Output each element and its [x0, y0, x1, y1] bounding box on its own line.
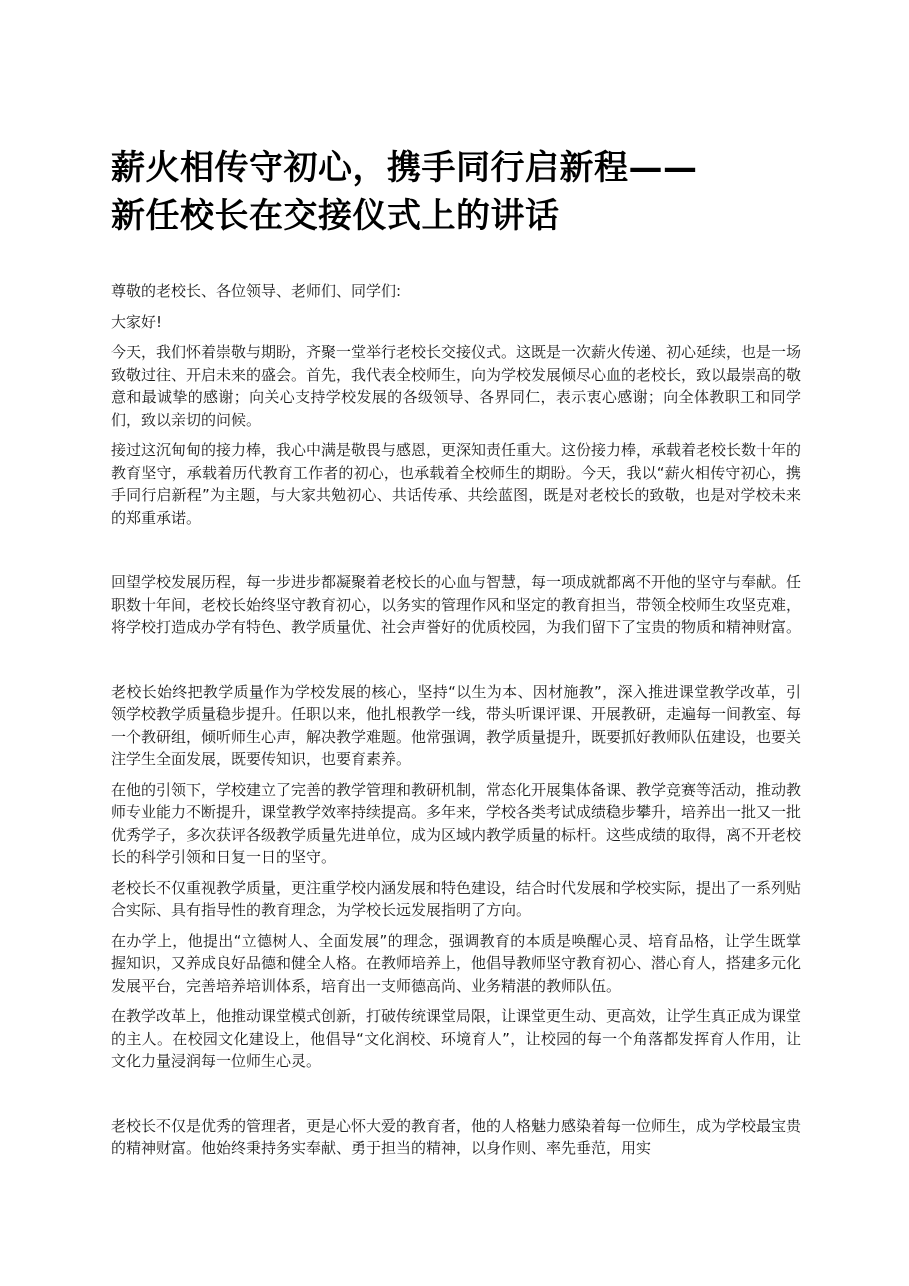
speech-title [111, 144, 811, 240]
paragraph: 今天，我们怀着崇敬与期盼，齐聚一堂举行老校长交接仪式。这既是一次薪火传递、初心延续，也是一场致敬过往、开启未来的盛会。首先，我代表全校师生，向为学校发展倾尽心血的老校长，致以最崇高的敬意和最诚挚的感谢；向关心支持学校发展的各级领导、各界同仁，表示衷心感谢；向全体教职工和同学们，致以亲切的问候。 [111, 343, 802, 429]
paragraph: 老校长始终把教学质量作为学校发展的核心，坚持“以生为本、因材施教”，深入推进课堂教学改革，引领学校教学质量稳步提升。任职以来，他扎根教学一线，带头听课评课、开展教研，走遍每一间教室、每一个教研组，倾听师生心声，解决教学难题。他常强调，教学质量提升，既要抓好教师队伍建设，也要关注学生全面发展，既要传知识，也要育素养。 [111, 682, 802, 768]
salutation: 尊敬的老校长、各位领导、老师们、同学们: [111, 282, 402, 300]
paragraph: 老校长不仅重视教学质量，更注重学校内涵发展和特色建设，结合时代发展和学校实际，提出了一系列贴合实际、具有指导性的教育理念，为学校长远发展指明了方向。 [111, 878, 802, 919]
title-line-2: 新任校长在交接仪式上的讲话 [111, 196, 560, 236]
paragraph: 回望学校发展历程，每一步进步都凝聚着老校长的心血与智慧，每一项成就都离不开他的坚守与奉献。任职数十年间，老校长始终坚守教育初心，以务实的管理作风和坚定的教育担当，带领全校师生攻坚克难，将学校打造成办学有特色、教学质量优、社会声誉好的优质校园，为我们留下了宝贵的物质和精神财富。 [111, 573, 802, 636]
paragraph: 在办学上，他提出“立德树人、全面发展”的理念，强调教育的本质是唤醒心灵、培育品格，让学生既掌握知识，又养成良好品德和健全人格。在教师培养上，他倡导教师坚守教育初心、潜心育人，搭建多元化发展平台，完善培养培训体系，培育出一支师德高尚、业务精湛的教师队伍。 [111, 931, 802, 995]
title-line-1: 薪火相传守初心，携手同行启新程—— [111, 148, 698, 188]
greeting: 大家好! [111, 312, 163, 331]
paragraph: 在教学改革上，他推动课堂模式创新，打破传统课堂局限，让课堂更生动、更高效，让学生真正成为课堂的主人。在校园文化建设上，他倡导“文化润校、环境育人”，让校园的每一个角落都发挥育人作用，让文化力量浸润每一位师生心灵。 [111, 1007, 802, 1070]
paragraph: 接过这沉甸甸的接力棒，我心中满是敬畏与感恩，更深知责任重大。这份接力棒，承载着老校长数十年的教育坚守，承载着历代教育工作者的初心，也承载着全校师生的期盼。今天，我以“薪火相传守初心，携手同行启新程”为主题，与大家共勉初心、共话传承、共绘蓝图，既是对老校长的致敬，也是对学校未来的郑重承诺。 [111, 441, 802, 527]
speech-body [111, 280, 801, 1168]
paragraph: 在他的引领下，学校建立了完善的教学管理和教研机制，常态化开展集体备课、教学竞赛等活动，推动教师专业能力不断提升，课堂教学效率持续提高。多年来，学校各类考试成绩稳步攀升，培养出一批又一批优秀学子，多次获评各级教学质量先进单位，成为区域内教学质量的标杆。这些成绩的取得，离不开老校长的科学引领和日复一日的坚守。 [111, 780, 802, 866]
paragraph: 老校长不仅是优秀的管理者，更是心怀大爱的教育者，他的人格魅力感染着每一位师生，成为学校最宝贵的精神财富。他始终秉持务实奉献、勇于担当的精神，以身作则、率先垂范，用实 [111, 1116, 802, 1157]
